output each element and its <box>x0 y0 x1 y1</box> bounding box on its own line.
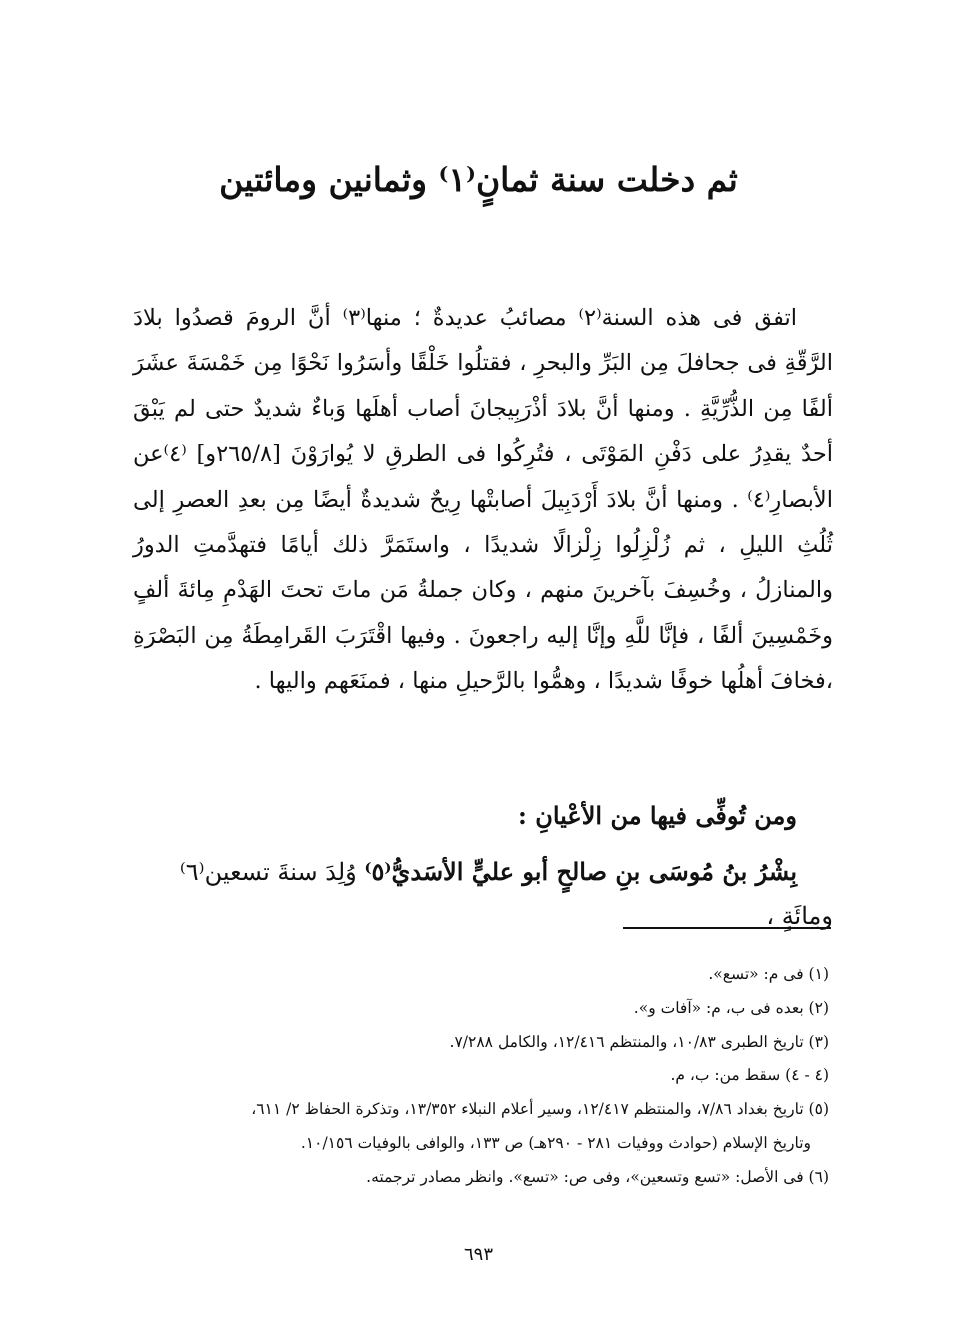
entry-text: وُلِدَ سنةَ تسعين⁽٦⁾ ومِائَةٍ ، <box>179 858 833 930</box>
footnote-divider <box>623 927 831 929</box>
body-text <box>133 296 833 705</box>
footnote-5-continued: وتاريخ الإسلام (حوادث ووفيات ٢٨١ - ٢٩٠هـ) ص ١٣٣، والوافى بالوفيات ١٠/١٥٦. <box>300 1133 811 1152</box>
footnote-6: (٦) فى الأصل: «تسع وتسعين»، وفى ص: «تسع». وانظر مصادر ترجمته. <box>366 1167 829 1186</box>
chapter-title: ثم دخلت سنة ثمانٍ⁽١⁾ وثمانين ومائتين <box>219 160 738 199</box>
footnote-4: (٤ - ٤) سقط من: ب، م. <box>670 1066 829 1085</box>
footnote-1: (١) فى م: «تسع». <box>708 965 829 983</box>
page-number: ٦٩٣ <box>463 1244 493 1265</box>
footnote-5: (٥) تاريخ بغداد ٧/٨٦، والمنتظم ١٢/٤١٧، وسير أعلام النبلاء ١٣/٣٥٢، وتذكرة الحفاظ ٢/ ٦١١، <box>251 1100 829 1119</box>
biography-entry <box>133 850 833 938</box>
footnotes-list <box>125 958 837 1195</box>
entry-name: بِشْرُ بنُ مُوسَى بنِ صالحٍ أبو عليٍّ الأسَديُّ⁽٥⁾ <box>364 857 797 886</box>
footnote-2: (٢) بعده فى ب، م: «آفات و». <box>633 998 829 1017</box>
body-paragraph: اتفق فى هذه السنة⁽٢⁾ مصائبُ عديدةٌ ؛ منها⁽٣⁾ أنَّ الرومَ قصدُوا بلادَ الرَّقّةِ فى جحافلَ مِن البَرِّ والبحرِ ، فقتلُوا خَلْقًا وأسَرُوا نَحْوًا مِن خَمْسَةَ عشَرَ ألفًا مِن الذُّرِّيَّةِ . ومنها أنَّ بلادَ أذْرَبِيجانَ أصاب أهلَها وَباءٌ شديدٌ حتى لم يَبْقَ أحدٌ يقدِرُ على دَفْنِ المَوْتَى ، فتُرِكُوا فى الطرقِ لا يُوارَوْنَ [٢٦٥/٨و] ⁽٤⁾عن الأبصارِ⁽٤⁾ . ومنها أنَّ بلادَ أَرْدَبِيلَ أصابتْها رِيحٌ شديدةٌ أيضًا مِن بعدِ العصرِ إلى ثُلُثِ الليلِ ، ثم زُلْزِلُوا زِلْزالًا شديدًا ، واستَمَرَّ ذلك أيامًا فتهدَّمتِ الدورُ والمنازلُ ، وخُسِفَ بآخرينَ منهم ، وكان جملةُ مَن ماتَ تحتَ الهَدْمِ مِائةَ ألفٍ وخَمْسِينَ ألفًا ، فإنَّا للَّهِ وإنَّا إليه راجعونَ . وفيها اقْتَرَبَ القَرامِطَةُ مِن البَصْرَةِ ،فخافَ أهلُها خوفًا شديدًا ، وهمُّوا بالرَّحيلِ منها ، فمنَعَهم واليها . <box>133 305 833 695</box>
section-subheading: ومن تُوفِّى فيها من الأعْيانِ : <box>518 801 797 830</box>
footnote-3: (٣) تاريخ الطبرى ١٠/٨٣، والمنتظم ١٢/٤١٦، والكامل ٧/٢٨٨. <box>449 1032 829 1051</box>
